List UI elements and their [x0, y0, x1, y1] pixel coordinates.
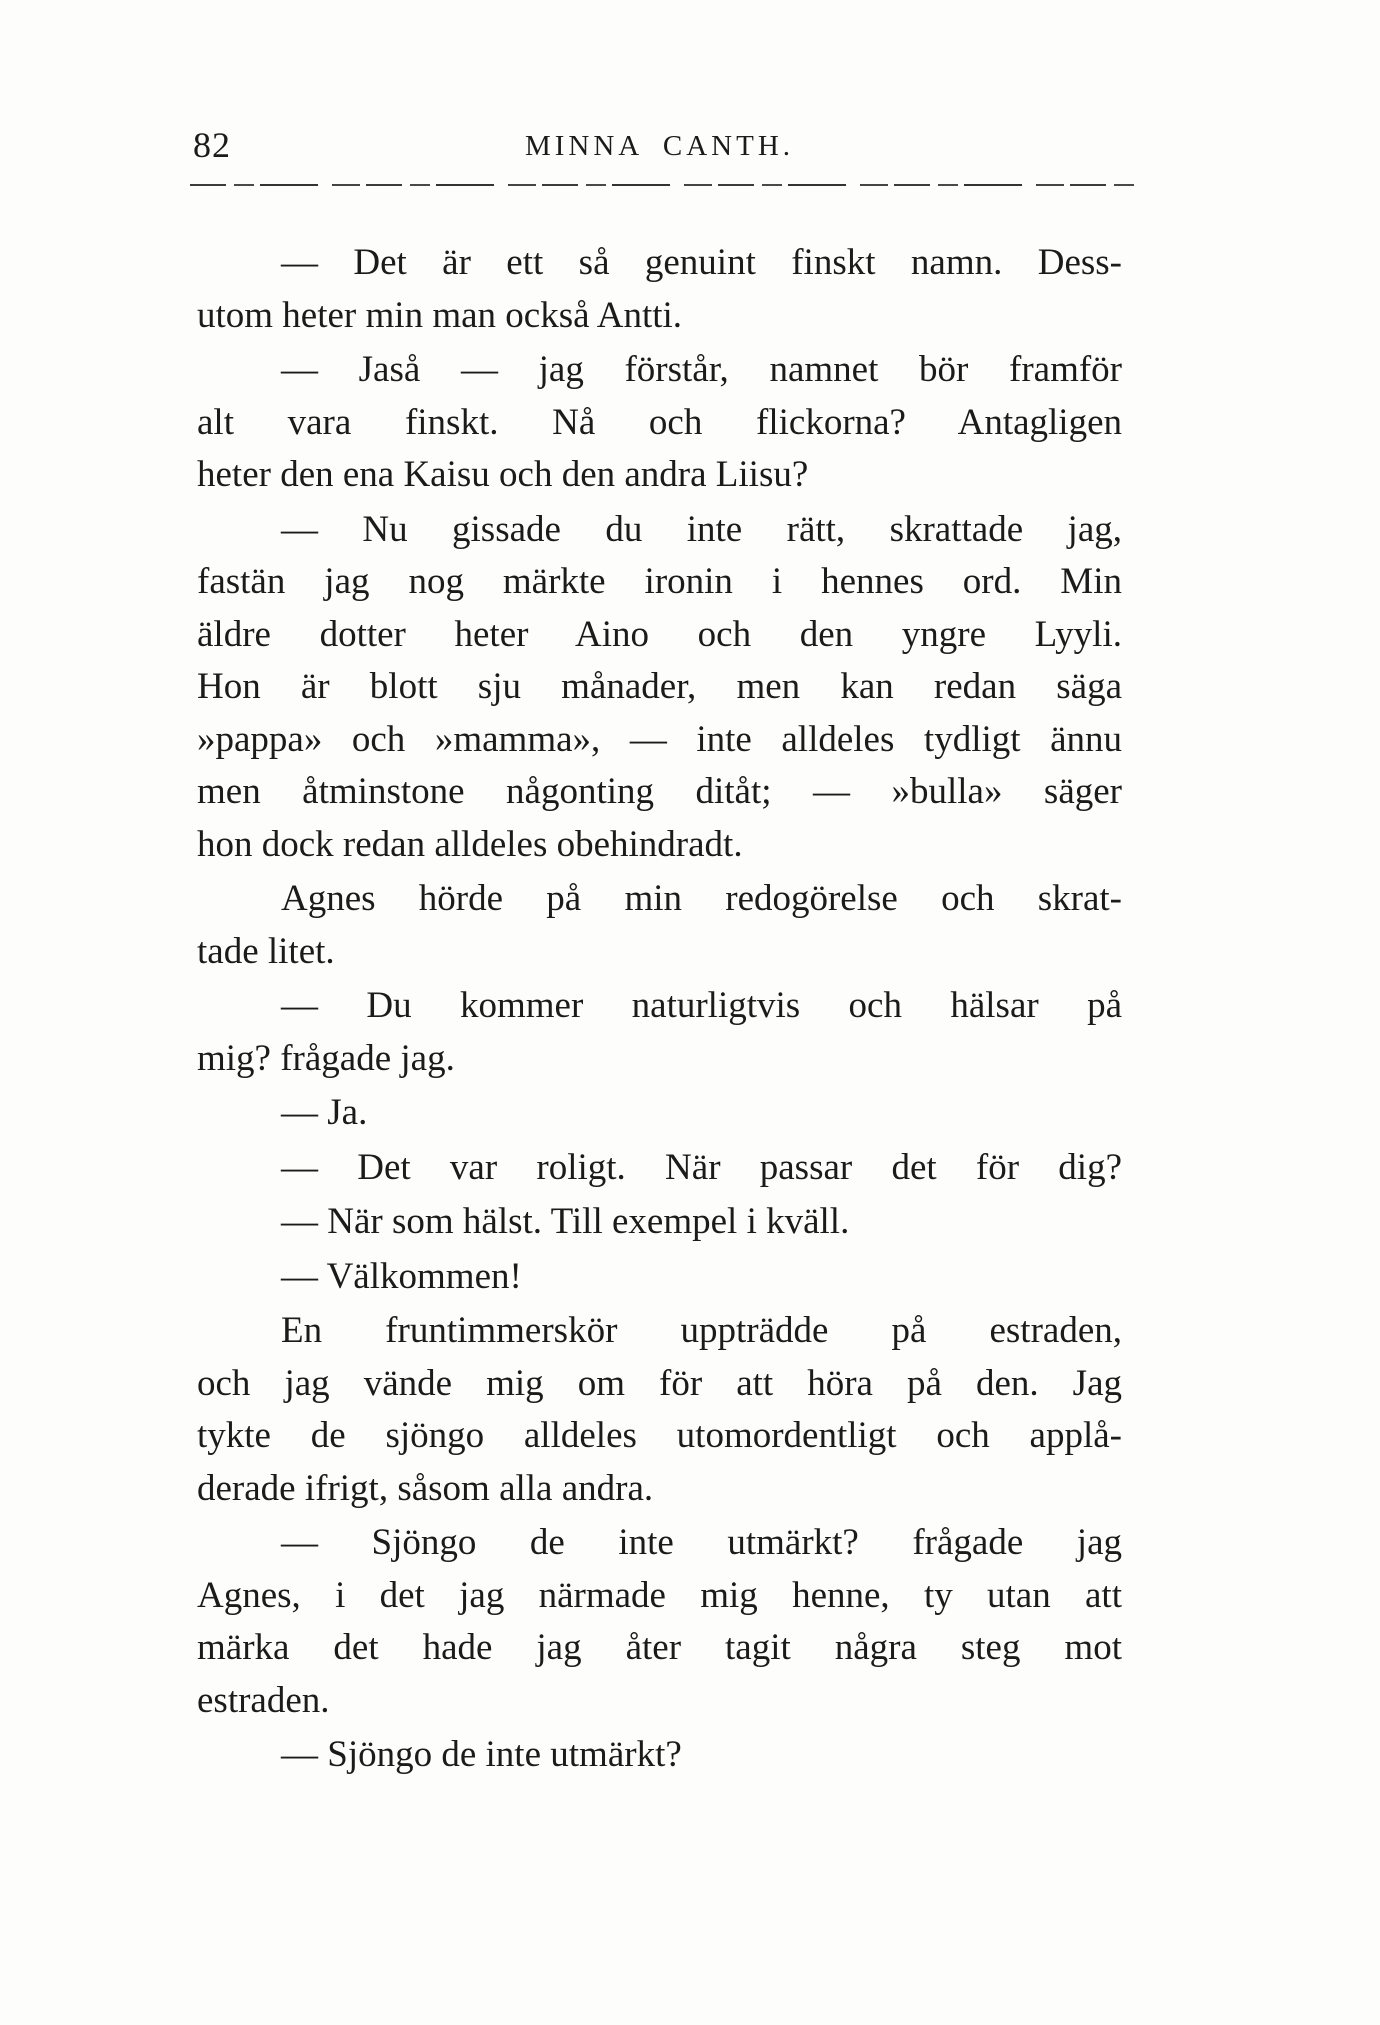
text-line: fastän jag nog märkte ironin i hennes ord. Min [197, 561, 1122, 602]
text-line: — Du kommer naturligtvis och hälsar på [281, 985, 1122, 1026]
text-line: — Sjöngo de inte utmärkt? [281, 1734, 682, 1775]
paragraph [197, 1729, 1122, 1782]
text-line: — När som hälst. Till exempel i kväll. [281, 1201, 850, 1242]
paragraph [197, 1305, 1122, 1515]
paragraph [197, 237, 1122, 342]
text-line: estraden. [197, 1679, 330, 1721]
text-line: — Jaså — jag förstår, namnet bör framför [281, 349, 1122, 390]
header-rule [190, 183, 1134, 186]
paragraph [197, 1196, 1122, 1249]
text-line: — Sjöngo de inte utmärkt? frågade jag [281, 1522, 1122, 1563]
text-line: — Ja. [281, 1092, 368, 1133]
paragraph [197, 873, 1122, 978]
text-line: alt vara finskt. Nå och flickorna? Antagligen [197, 401, 1122, 443]
text-line: En fruntimmerskör uppträdde på estraden, [281, 1310, 1122, 1351]
text-line: — Det är ett så genuint finskt namn. Dess- [281, 242, 1122, 283]
text-line: äldre dotter heter Aino och den yngre Lyyli. [197, 613, 1122, 655]
text-line: Agnes, i det jag närmade mig henne, ty utan att [197, 1574, 1122, 1616]
text-line: tykte de sjöngo alldeles utomordentligt och applå- [197, 1415, 1122, 1456]
paragraph [197, 504, 1122, 872]
paragraph [197, 1087, 1122, 1140]
paragraph [197, 344, 1122, 502]
text-line: heter den ena Kaisu och den andra Liisu? [197, 454, 809, 495]
text-line: utom heter min man också Antti. [197, 294, 683, 336]
paragraph [197, 1251, 1122, 1304]
text-line: — Välkommen! [281, 1255, 522, 1297]
paragraph [197, 980, 1122, 1085]
running-title: MINNA CANTH. [524, 130, 795, 162]
text-block [197, 237, 1122, 1784]
text-line: mig? frågade jag. [197, 1037, 455, 1079]
text-line: hon dock redan alldeles obehindradt. [197, 823, 743, 865]
text-line: men åtminstone någonting ditåt; — »bulla» säger [197, 771, 1122, 812]
text-line: Hon är blott sju månader, men kan redan säga [197, 666, 1122, 707]
text-line: derade ifrigt, såsom alla andra. [197, 1467, 654, 1509]
text-line: och jag vände mig om för att höra på den. Jag [197, 1362, 1122, 1404]
text-line: — Det var roligt. När passar det för dig? [281, 1146, 1122, 1188]
text-line: »pappa» och »mamma», — inte alldeles tydligt ännu [197, 718, 1122, 760]
paragraph [197, 1142, 1122, 1195]
text-line: Agnes hörde på min redogörelse och skrat- [281, 878, 1122, 919]
page-number: 82 [193, 125, 231, 165]
paragraph [197, 1517, 1122, 1727]
text-line: märka det hade jag åter tagit några steg mot [197, 1627, 1122, 1668]
text-line: tade litet. [197, 930, 335, 972]
text-line: — Nu gissade du inte rätt, skrattade jag, [281, 508, 1122, 550]
